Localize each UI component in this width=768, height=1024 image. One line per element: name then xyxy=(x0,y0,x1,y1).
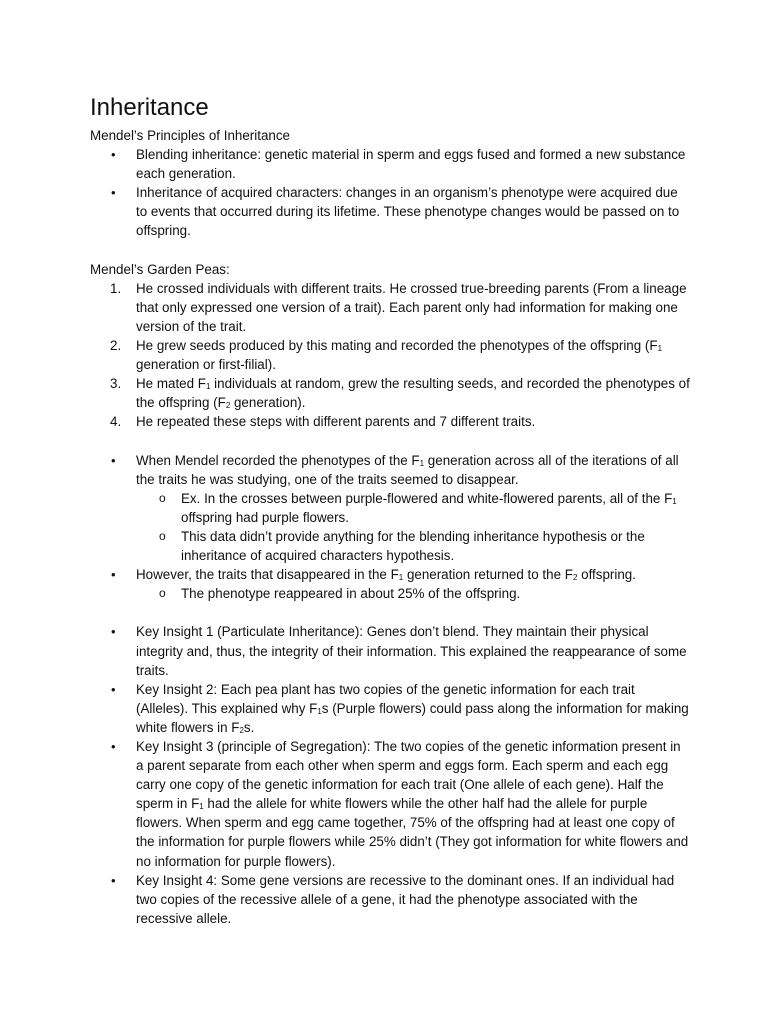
page-title: Inheritance xyxy=(90,94,209,121)
step-text: He crossed individuals with different traits. He crossed true-breeding parents (From a lineage that only expressed one version of a trait). Each parent only had information for making one version of the trait. xyxy=(136,280,687,334)
principles-list xyxy=(90,145,690,240)
step-text: generation). xyxy=(230,395,306,411)
list-item xyxy=(90,737,690,871)
list-number: 1. xyxy=(110,280,122,296)
spacer xyxy=(90,603,690,622)
step-text: generation or first-filial). xyxy=(136,357,276,373)
step-text: He grew seeds produced by this mating and recorded the phenotypes of the offspring (F xyxy=(136,338,658,354)
list-item: • Inheritance of acquired characters: changes in an organism’s phenotype were acquired due to events that occurred during its lifetime. These phenotype changes would be passed on to offspring. xyxy=(90,183,690,240)
item-text: generation returned to the F xyxy=(403,567,573,583)
spacer xyxy=(90,432,690,451)
item-text: When Mendel recorded the phenotypes of the F xyxy=(136,452,420,468)
list-item: • Blending inheritance: genetic material in sperm and eggs fused and formed a new substance each generation. xyxy=(90,145,690,183)
list-item xyxy=(90,680,690,737)
item-text: Key Insight 3 (principle of Segregation): The two copies of the genetic information present in a parent separate from each other when sperm and eggs form. Each sperm and each egg carry one copy of the genetic information for each trait (One allele of each gene). Half the sperm in F xyxy=(136,739,681,812)
list-item: • Key Insight 4: Some gene versions are recessive to the dominant ones. If an individual had two copies of the recessive allele of a gene, it had the phenotype associated with the recessive allele. xyxy=(90,871,690,928)
item-text: Key Insight 2: Each pea plant has two copies of the genetic information for each trait (Alleles). This explained why F xyxy=(136,681,635,716)
subscript: 1 xyxy=(672,496,677,506)
list-item xyxy=(90,336,690,374)
item-text: had the allele for white flowers while the other half had the allele for purple flowers. When sperm and egg came together, 75% of the offspring had at least one copy of the information for purple flowers while 25% didn’t (They got information for white flowers and no information for purple flowers). xyxy=(136,796,689,869)
list-item xyxy=(90,451,690,566)
subscript: 1 xyxy=(657,344,663,354)
subscript: 1 xyxy=(199,802,204,812)
sub-list xyxy=(136,584,690,603)
item-text: However, the traits that disappeared in the F xyxy=(136,567,399,583)
item-text: s. xyxy=(243,719,255,735)
item-text: generation across all of the iterations of all the traits he was studying, one of the traits seemed to disappear. xyxy=(136,452,679,487)
section-heading-garden-peas: Mendel’s Garden Peas: xyxy=(90,261,230,277)
item-text: offspring had purple flowers. xyxy=(181,509,349,525)
list-number: 3. xyxy=(110,376,122,392)
item-text: s (Purple flowers) could pass along the information for making white flowers in F xyxy=(136,700,689,735)
subscript: 2 xyxy=(572,573,578,583)
sub-list-item: o This data didn’t provide anything for the blending inheritance hypothesis or the inheritance of acquired characters hypothesis. xyxy=(136,527,690,565)
sub-list-item xyxy=(136,489,690,527)
list-item xyxy=(90,565,690,603)
list-item xyxy=(90,374,690,412)
step-text: individuals at random, grew the resulting seeds, and recorded the phenotypes of the offspring (F xyxy=(136,376,690,411)
subscript: 1 xyxy=(205,382,211,392)
list-item: • Key Insight 1 (Particulate Inheritance): Genes don’t blend. They maintain their physical integrity and, thus, the integrity of their information. This explained the reappearance of some traits. xyxy=(90,622,690,679)
subscript: 2 xyxy=(239,725,244,735)
subscript: 1 xyxy=(398,573,404,583)
subscript: 1 xyxy=(317,706,322,716)
subscript: 2 xyxy=(225,401,231,411)
step-text: He mated F xyxy=(136,376,206,392)
list-item xyxy=(90,412,690,431)
item-text: offspring. xyxy=(577,567,636,583)
observations-list xyxy=(90,451,690,604)
list-item xyxy=(90,279,690,336)
key-insights-list xyxy=(90,622,690,928)
document-page xyxy=(90,92,690,928)
subscript: 1 xyxy=(419,458,425,468)
list-number: 4. xyxy=(110,414,122,430)
sub-list xyxy=(136,489,690,565)
item-text: Ex. In the crosses between purple-flowered and white-flowered parents, all of the F xyxy=(181,490,673,506)
step-text: He repeated these steps with different parents and 7 different traits. xyxy=(136,414,536,430)
list-number: 2. xyxy=(110,338,122,354)
spacer xyxy=(90,241,690,260)
experiment-steps-list xyxy=(90,279,690,432)
section-heading-principles: Mendel’s Principles of Inheritance xyxy=(90,128,290,143)
sub-list-item: o The phenotype reappeared in about 25% of the offspring. xyxy=(136,584,690,603)
